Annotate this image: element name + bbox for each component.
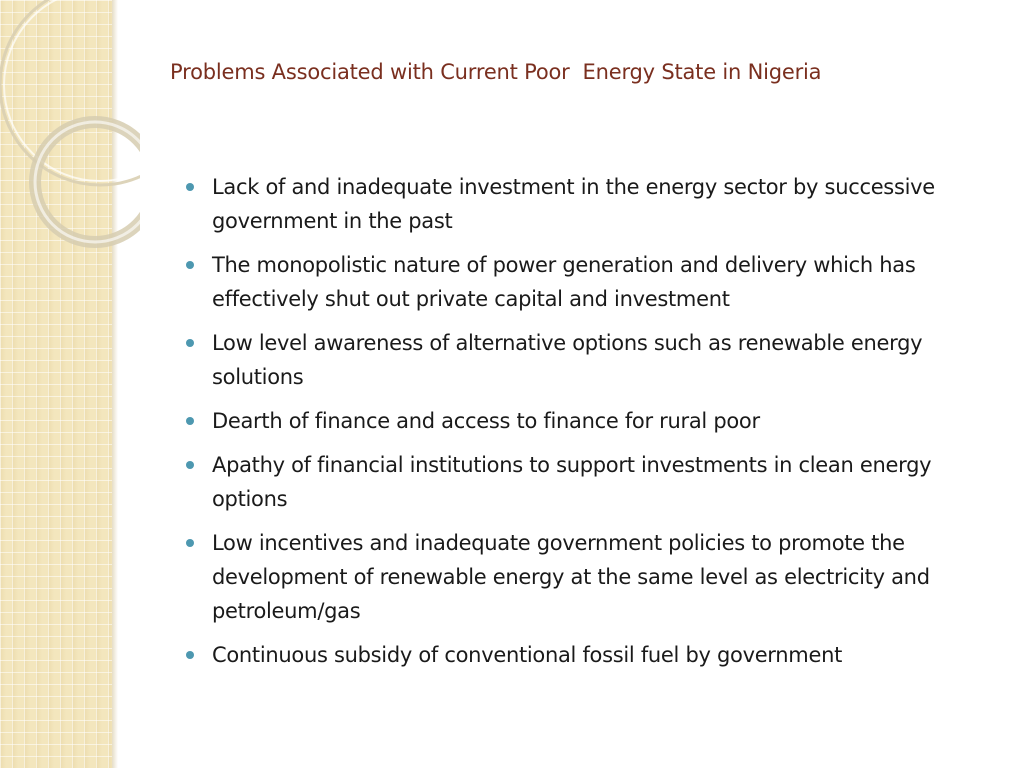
bullet-icon xyxy=(186,461,194,469)
ring-large-highlight xyxy=(4,0,140,181)
bullet-item xyxy=(186,248,996,316)
bullet-item xyxy=(186,326,996,394)
bullet-text: Low incentives and inadequate government policies to promote the development of renewable energy at the same level as electricity and petroleum/gas xyxy=(212,531,930,623)
bullet-item xyxy=(186,404,996,438)
bullet-icon xyxy=(186,651,194,659)
bullet-text: Continuous subsidy of conventional fossil fuel by government xyxy=(212,643,843,667)
bullet-item xyxy=(186,448,996,516)
bullet-item xyxy=(186,638,996,672)
bullet-list xyxy=(186,170,996,682)
bullet-icon xyxy=(186,539,194,547)
bullet-icon xyxy=(186,183,194,191)
bullet-icon xyxy=(186,261,194,269)
ring-large xyxy=(0,0,140,185)
decorative-rings xyxy=(0,0,140,260)
bullet-text: Lack of and inadequate investment in the energy sector by successive government in the past xyxy=(212,175,935,233)
bullet-text: Low level awareness of alternative options such as renewable energy solutions xyxy=(212,331,923,389)
bullet-item xyxy=(186,170,996,238)
bullet-icon xyxy=(186,339,194,347)
bullet-item xyxy=(186,526,996,628)
slide-title: Problems Associated with Current Poor Energy State in Nigeria xyxy=(170,60,822,84)
bullet-text: Apathy of financial institutions to support investments in clean energy options xyxy=(212,453,932,511)
bullet-text: The monopolistic nature of power generation and delivery which has effectively shut out private capital and investment xyxy=(212,253,916,311)
bullet-icon xyxy=(186,417,194,425)
bullet-text: Dearth of finance and access to finance for rural poor xyxy=(212,409,760,433)
